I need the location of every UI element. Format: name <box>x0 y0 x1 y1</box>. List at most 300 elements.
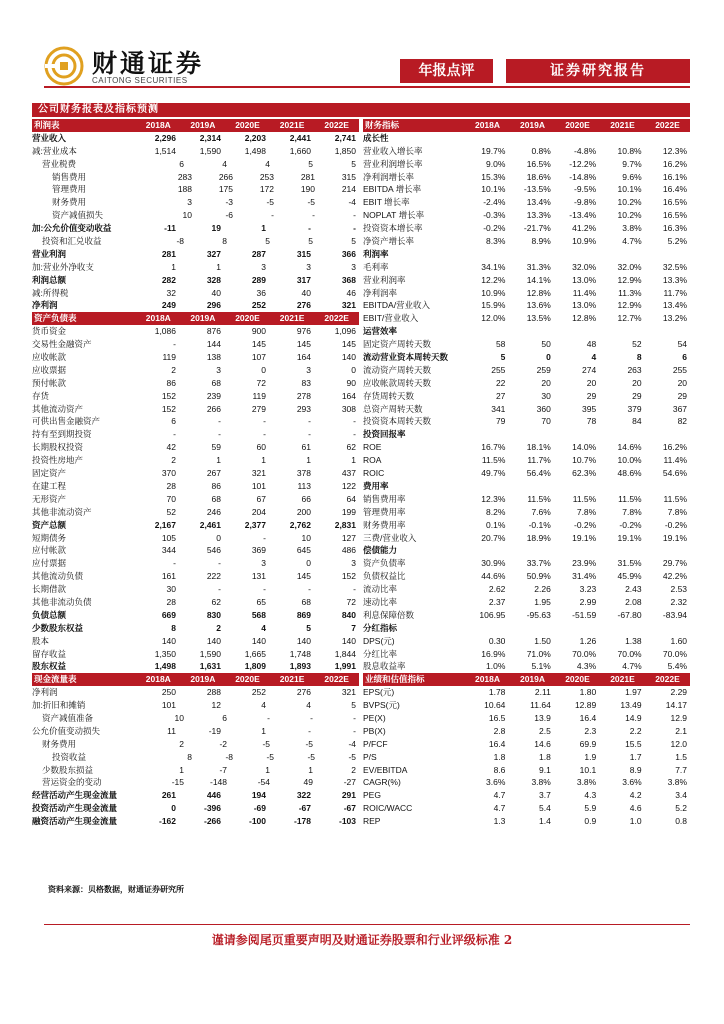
value-cell: 66 <box>301 493 311 504</box>
row-label: 股东权益 <box>32 661 67 672</box>
value-cell: 2 <box>179 738 184 749</box>
value-cell: 69.9 <box>579 738 597 749</box>
value-cell: 15.9% <box>481 300 506 311</box>
value-cell: 1,850 <box>334 145 356 156</box>
value-cell: - <box>308 429 311 440</box>
value-cell: - <box>173 558 176 569</box>
value-cell: 0 <box>306 558 311 569</box>
value-cell: 90 <box>346 377 356 388</box>
value-cell: 344 <box>161 545 176 556</box>
row-label: 运营效率 <box>363 326 398 337</box>
value-cell <box>645 428 690 441</box>
table-row <box>363 158 690 171</box>
value-cell: 3.6% <box>622 777 642 788</box>
value-cell <box>554 622 599 635</box>
value-cell: 44.6% <box>481 571 506 582</box>
table-row <box>363 428 690 441</box>
value-cell: 282 <box>161 274 176 285</box>
value-cell: 40 <box>211 287 221 298</box>
value-cell: 204 <box>251 506 266 517</box>
value-cell: 45.9% <box>617 571 642 582</box>
value-cell: 8 <box>636 352 642 363</box>
value-cell: -266 <box>203 816 221 827</box>
value-cell: 276 <box>296 300 311 311</box>
value-cell: 1 <box>351 455 356 466</box>
value-cell: - <box>353 223 356 234</box>
year-header-cell: 2022E <box>655 120 680 130</box>
value-cell <box>554 480 599 493</box>
row-label: 财务费用率 <box>363 519 406 530</box>
company-name-cn: 财通证券 <box>92 49 205 78</box>
value-cell: 145 <box>296 571 311 582</box>
value-cell: -8 <box>176 236 184 247</box>
value-cell: 10.8% <box>617 145 642 156</box>
value-cell: 645 <box>296 545 311 556</box>
value-cell: 11.4% <box>572 287 597 298</box>
value-cell: 52 <box>632 339 642 350</box>
source-note: 资料来源：贝格数据，财通证券研究所 <box>48 885 184 894</box>
value-cell: 30 <box>166 584 176 595</box>
year-header-cell: 2022E <box>324 313 349 324</box>
row-label: 营业利润 <box>32 248 67 259</box>
value-cell: 10.1% <box>481 184 506 195</box>
value-cell: 28 <box>166 596 176 607</box>
table-row <box>363 338 690 351</box>
value-cell: 13.49 <box>620 700 642 711</box>
value-cell: -2 <box>219 738 227 749</box>
value-cell: 188 <box>177 184 192 195</box>
row-label: 销售费用率 <box>363 493 406 504</box>
value-cell: 40 <box>301 287 311 298</box>
value-cell: 10.2% <box>617 210 642 221</box>
value-cell: 4 <box>591 352 597 363</box>
value-cell: 1,514 <box>154 145 176 156</box>
row-label: 现金流量表 <box>34 674 77 685</box>
value-cell: 12.89 <box>574 700 597 711</box>
value-cell: -396 <box>203 803 221 814</box>
value-cell: 22 <box>495 377 506 388</box>
value-cell: 145 <box>341 339 356 350</box>
year-header-cell: 2020E <box>565 674 590 685</box>
value-cell: 16.5 <box>488 712 506 723</box>
value-cell: 2 <box>171 455 176 466</box>
value-cell: -5 <box>305 738 313 749</box>
value-cell: 546 <box>206 545 221 556</box>
table-row <box>32 428 359 441</box>
value-cell: 369 <box>251 545 266 556</box>
footer-disclaimer: 谨请参阅尾页重要声明及财通证券股票和行业评级标准 2 <box>211 933 513 947</box>
value-cell: 10 <box>182 210 192 221</box>
row-label: 净利润 <box>32 300 58 311</box>
header-divider <box>44 86 690 88</box>
value-cell: 31.4% <box>572 571 597 582</box>
value-cell: 1,665 <box>244 648 266 659</box>
value-cell: -100 <box>248 816 266 827</box>
value-cell: 263 <box>627 364 642 375</box>
value-cell: -7 <box>219 764 227 775</box>
value-cell: - <box>218 558 221 569</box>
value-cell: 1.9 <box>584 751 597 762</box>
value-cell: -0.3% <box>483 210 506 221</box>
value-cell: 13.0% <box>572 300 597 311</box>
value-cell: 175 <box>218 184 233 195</box>
value-cell: 164 <box>341 390 356 401</box>
value-cell: - <box>218 429 221 440</box>
row-label: 融资活动产生现金流量 <box>32 816 118 827</box>
year-header-cell: 2019A <box>190 674 216 685</box>
value-cell <box>599 480 644 493</box>
row-label: BVPS(元) <box>363 700 400 711</box>
value-cell: 2.62 <box>488 584 506 595</box>
value-cell: 0 <box>351 364 356 375</box>
value-cell: 31.5% <box>617 558 642 569</box>
row-label: 应付票据 <box>32 558 67 569</box>
value-cell: 0 <box>216 532 221 543</box>
row-label: NOPLAT 增长率 <box>363 210 425 221</box>
table-row <box>32 686 359 699</box>
value-cell: 145 <box>251 339 266 350</box>
value-cell: 105 <box>161 532 176 543</box>
value-cell: 2.1 <box>675 725 688 736</box>
value-cell: 1.78 <box>488 687 506 698</box>
value-cell: 15.3% <box>481 171 506 182</box>
value-cell: 1,350 <box>154 648 176 659</box>
row-label: 速动比率 <box>363 596 398 607</box>
value-cell: 50 <box>541 339 551 350</box>
value-cell: 291 <box>341 790 356 801</box>
value-cell: 14.6% <box>617 442 642 453</box>
value-cell: 11.3% <box>618 287 642 298</box>
value-cell: 5 <box>306 622 311 633</box>
table-row <box>363 660 690 673</box>
value-cell: 140 <box>341 352 356 363</box>
value-cell: 1,748 <box>289 648 311 659</box>
value-cell: 28 <box>166 480 176 491</box>
value-cell: 3 <box>306 261 311 272</box>
value-cell: 1.0% <box>486 661 506 672</box>
company-name-en: CAITONG SECURITIES <box>92 76 188 85</box>
value-cell: 2,314 <box>199 132 221 143</box>
value-cell: 4 <box>265 158 270 169</box>
row-label: 少数股东权益 <box>32 622 84 633</box>
value-cell: 8.9% <box>531 236 551 247</box>
value-cell: 86 <box>166 377 176 388</box>
value-cell: 84 <box>632 416 642 427</box>
value-cell: 1,096 <box>334 326 356 337</box>
value-cell <box>554 428 599 441</box>
value-cell: 7.6% <box>531 506 551 517</box>
value-cell: 11.64 <box>530 700 551 711</box>
row-label: 固定资产周转天数 <box>363 339 432 350</box>
value-cell: 1.97 <box>625 687 642 698</box>
value-cell: 5 <box>351 700 356 711</box>
value-cell: 54.6% <box>662 468 688 479</box>
year-header-cell: 2018A <box>145 313 171 324</box>
value-cell: - <box>267 712 270 723</box>
year-header-cell: 2019A <box>190 120 216 130</box>
value-cell: 42.2% <box>662 571 688 582</box>
value-cell: 32 <box>166 287 176 298</box>
value-cell: 42 <box>166 442 176 453</box>
table-row <box>32 467 359 480</box>
value-cell: 321 <box>251 468 266 479</box>
value-cell: 30.9% <box>481 558 506 569</box>
value-cell: 876 <box>206 326 221 337</box>
table-row <box>363 699 690 712</box>
value-cell: 152 <box>161 403 176 414</box>
value-cell: 10.1% <box>617 184 642 195</box>
table-row <box>32 415 359 428</box>
value-cell: 50.9% <box>526 571 551 582</box>
value-cell: 341 <box>491 403 506 414</box>
value-cell: 60 <box>256 442 266 453</box>
table-row <box>32 557 359 570</box>
table-row <box>363 390 690 403</box>
value-cell: 1,590 <box>199 145 221 156</box>
value-cell: 10.2% <box>617 197 642 208</box>
value-cell: 869 <box>296 609 311 620</box>
value-cell: 16.7% <box>481 442 506 453</box>
row-label: 利息保障倍数 <box>363 609 415 620</box>
row-label: 公允价值变动损失 <box>32 725 101 736</box>
table-row <box>32 596 359 609</box>
row-label: ROIC <box>363 468 385 479</box>
value-cell: 2.29 <box>670 687 688 698</box>
value-cell: 5 <box>308 236 313 247</box>
table-row <box>32 377 359 390</box>
value-cell: 131 <box>251 571 266 582</box>
table-row <box>363 235 690 248</box>
value-cell: 18.1% <box>526 442 551 453</box>
value-cell: 255 <box>672 364 688 375</box>
value-cell: 830 <box>206 609 221 620</box>
value-cell: 56.4% <box>526 468 551 479</box>
footer-divider <box>44 924 690 925</box>
table-row <box>32 171 359 184</box>
value-cell: 68 <box>301 596 311 607</box>
row-label: 加:营业外净收支 <box>32 261 94 272</box>
year-header-cell: 2021E <box>279 120 305 130</box>
value-cell: 249 <box>161 300 176 311</box>
value-cell: 16.4 <box>579 712 597 723</box>
table-row <box>363 480 690 493</box>
row-label: 三费/营业收入 <box>363 532 417 543</box>
value-cell: 86 <box>211 480 221 491</box>
value-cell: 70.0% <box>662 648 688 659</box>
table-row <box>32 532 359 545</box>
value-cell: -178 <box>293 816 311 827</box>
value-cell: - <box>353 416 356 427</box>
value-cell <box>645 132 690 145</box>
table-row <box>32 299 359 312</box>
value-cell <box>554 132 599 145</box>
row-label: REP <box>363 816 381 827</box>
table-row <box>32 196 359 209</box>
value-cell: 1,660 <box>289 145 311 156</box>
value-cell <box>599 622 644 635</box>
value-cell: 3 <box>261 261 266 272</box>
row-label: 营业收入增长率 <box>363 145 423 156</box>
value-cell: 7.8% <box>576 506 597 517</box>
value-cell <box>463 248 508 261</box>
value-cell: 32.5% <box>662 261 688 272</box>
table-row <box>32 802 359 815</box>
table-row <box>32 364 359 377</box>
value-cell: -3 <box>225 197 233 208</box>
value-cell: 31.3% <box>526 261 551 272</box>
value-cell: 15.5 <box>625 738 642 749</box>
row-label: 少数股东损益 <box>42 764 94 775</box>
value-cell: 12.0 <box>670 738 688 749</box>
value-cell: - <box>310 712 313 723</box>
value-cell: 14.1% <box>526 274 551 285</box>
value-cell: 200 <box>296 506 311 517</box>
value-cell: 138 <box>206 352 221 363</box>
value-cell: 140 <box>296 635 311 646</box>
table-row <box>32 660 359 673</box>
value-cell <box>463 325 508 338</box>
value-cell: -4 <box>348 738 356 749</box>
value-cell: 14.0% <box>572 442 597 453</box>
year-header-cell: 2020E <box>235 674 260 685</box>
value-cell: 1.5 <box>675 751 688 762</box>
value-cell <box>554 325 599 338</box>
value-cell: 0 <box>261 364 266 375</box>
value-cell: 2 <box>351 764 356 775</box>
value-cell: 3.8% <box>576 777 597 788</box>
year-header-cell: 2020E <box>235 120 260 130</box>
value-cell: 144 <box>206 339 221 350</box>
value-cell <box>463 428 508 441</box>
value-cell: 278 <box>296 390 311 401</box>
value-cell: -67 <box>343 803 356 814</box>
value-cell: 4.7% <box>622 236 642 247</box>
row-label: 投资性房地产 <box>32 455 84 466</box>
year-header-cell: 2019A <box>519 120 546 130</box>
table-row <box>363 738 690 751</box>
row-label: 净利润率 <box>363 287 398 298</box>
value-cell: -4.8% <box>574 145 597 156</box>
row-label: 营运资金的变动 <box>42 777 102 788</box>
table-row <box>32 699 359 712</box>
value-cell: 46 <box>346 287 356 298</box>
year-header-cell: 2021E <box>610 674 635 685</box>
value-cell: 29 <box>677 390 688 401</box>
row-label: 管理费用率 <box>363 506 406 517</box>
value-cell: 2,762 <box>289 519 311 530</box>
value-cell: 281 <box>161 248 176 259</box>
value-cell: 19.1% <box>617 532 642 543</box>
table-row <box>32 493 359 506</box>
value-cell: 9.7% <box>622 158 642 169</box>
value-cell: 2.3 <box>584 725 597 736</box>
value-cell: 10.7% <box>572 455 597 466</box>
row-label: PB(X) <box>363 725 386 736</box>
value-cell: 140 <box>251 635 266 646</box>
value-cell <box>463 544 508 557</box>
value-cell: 1,893 <box>289 661 311 672</box>
value-cell: -13.4% <box>569 210 597 221</box>
value-cell: 23.9% <box>572 558 597 569</box>
value-cell: 11.5% <box>663 493 688 504</box>
value-cell: 71.0% <box>526 648 551 659</box>
value-cell: 13.3% <box>526 210 551 221</box>
value-cell: 2,441 <box>289 132 311 143</box>
value-cell: 5.2% <box>667 236 688 247</box>
row-label: 投资回报率 <box>363 429 406 440</box>
table-row <box>32 145 359 158</box>
row-label: 管理费用 <box>52 184 87 195</box>
value-cell <box>508 248 553 261</box>
value-cell: 2,461 <box>199 519 221 530</box>
value-cell: 10.0% <box>617 455 642 466</box>
value-cell: -5 <box>348 751 356 762</box>
row-label: 减:所得税 <box>32 287 69 298</box>
value-cell: 2.32 <box>670 596 688 607</box>
table-row <box>32 183 359 196</box>
table-row <box>363 725 690 738</box>
value-cell: 172 <box>259 184 274 195</box>
value-cell: - <box>263 532 266 543</box>
value-cell: -5 <box>307 751 315 762</box>
value-cell: - <box>218 584 221 595</box>
row-label: 其他非流动资产 <box>32 506 92 517</box>
value-cell: 11.5% <box>618 493 642 504</box>
value-cell: 1 <box>265 764 270 775</box>
row-label: 投资活动产生现金流量 <box>32 803 118 814</box>
year-header-cell: 2021E <box>279 313 305 324</box>
table-header-row <box>32 673 359 686</box>
value-cell: 79 <box>495 416 506 427</box>
value-cell: 70 <box>166 493 176 504</box>
value-cell: 6 <box>179 158 184 169</box>
row-label: P/S <box>363 751 377 762</box>
value-cell: 1.4 <box>538 816 551 827</box>
value-cell: 1.3 <box>493 816 506 827</box>
value-cell: 2.5 <box>538 725 551 736</box>
value-cell: 9.6% <box>622 171 642 182</box>
value-cell: - <box>353 429 356 440</box>
table-row <box>363 570 690 583</box>
table-row <box>32 570 359 583</box>
value-cell: 2 <box>171 364 176 375</box>
value-cell: 16.5% <box>526 158 551 169</box>
row-label: 成长性 <box>363 132 389 143</box>
table-row <box>32 609 359 622</box>
value-cell: 164 <box>296 352 311 363</box>
row-label: 财务费用 <box>52 197 87 208</box>
value-cell: 9.0% <box>486 158 506 169</box>
table-row <box>32 648 359 661</box>
financial-tables <box>32 119 690 879</box>
value-cell: 322 <box>296 790 311 801</box>
table-header-row <box>363 673 690 686</box>
value-cell: 20 <box>586 377 597 388</box>
value-cell: 106.95 <box>479 609 506 620</box>
value-cell <box>463 622 508 635</box>
value-cell: 4.3% <box>576 661 597 672</box>
value-cell: 13.2% <box>662 313 688 324</box>
value-cell: 199 <box>341 506 356 517</box>
value-cell: 3 <box>187 197 192 208</box>
table-row <box>363 815 690 828</box>
value-cell: 11.4% <box>663 455 688 466</box>
value-cell: 2.99 <box>579 596 597 607</box>
value-cell: -67.80 <box>617 609 642 620</box>
value-cell <box>508 480 553 493</box>
value-cell: - <box>263 429 266 440</box>
value-cell: 48 <box>586 339 597 350</box>
